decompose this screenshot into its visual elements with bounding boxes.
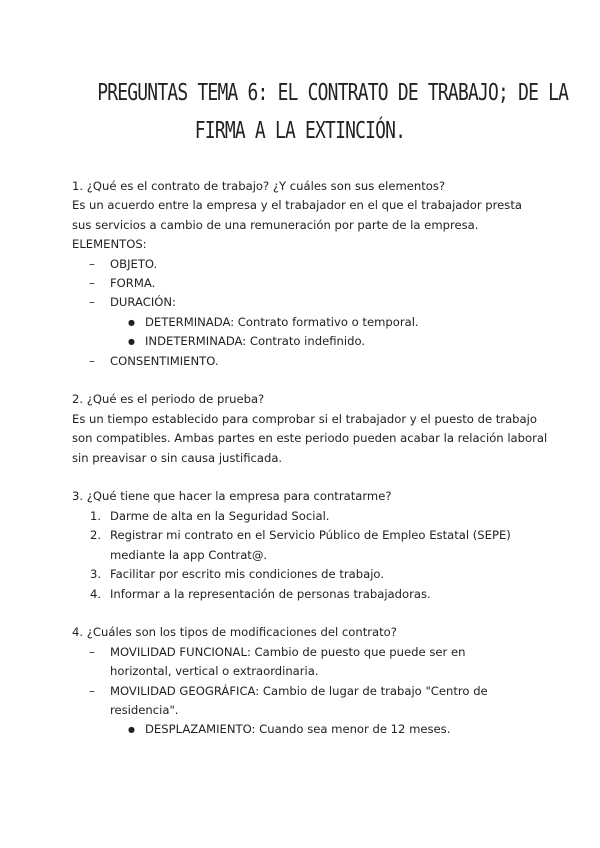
elements-label: ELEMENTOS: xyxy=(72,237,147,252)
answer-2-line-1: Es un tiempo establecido para comprobar si el trabajador y el puesto de trabajo xyxy=(72,411,537,426)
question-2: 2. ¿Qué es el periodo de prueba? xyxy=(72,392,265,407)
list-item: 3. Facilitar por escrito mis condiciones de trabajo. xyxy=(90,567,384,582)
list-item-continuation: residencia". xyxy=(110,702,179,717)
desc-indeterminada: Contrato indefinido. xyxy=(246,334,366,349)
list-item-movilidad-funcional: – MOVILIDAD FUNCIONAL: Cambio de puesto que puede ser en xyxy=(72,643,542,662)
document-body xyxy=(72,177,548,740)
term-indeterminada: INDETERMINADA: xyxy=(145,334,247,349)
term-determinada: DETERMINADA: xyxy=(145,314,235,329)
list-item-continuation: horizontal, vertical o extraordinaria. xyxy=(110,664,319,679)
title-line-1: PREGUNTAS TEMA 6: EL CONTRATO DE TRABAJO; DE LA xyxy=(97,80,569,106)
list-item-forma: – FORMA. xyxy=(72,274,542,293)
list-item-objeto: – OBJETO. xyxy=(72,255,542,274)
question-3: 3. ¿Qué tiene que hacer la empresa para contratarme? xyxy=(72,489,392,504)
list-item: 4. Informar a la representación de personas trabajadoras. xyxy=(90,586,431,601)
answer-2-line-3: sin preavisar o sin causa justificada. xyxy=(72,450,283,465)
list-item-consentimiento: – CONSENTIMIENTO. xyxy=(72,352,542,371)
question-1: 1. ¿Qué es el contrato de trabajo? ¿Y cuáles son sus elementos? xyxy=(72,179,446,193)
answer-1-line-1: Es un acuerdo entre la empresa y el trabajador en el que el trabajador presta xyxy=(72,198,522,213)
desc-determinada: Contrato formativo o temporal. xyxy=(234,314,419,329)
list-item-indeterminada xyxy=(72,332,542,351)
list-item-movilidad-geografica: – MOVILIDAD GEOGRÁFICA: Cambio de lugar de trabajo "Centro de xyxy=(72,682,542,701)
list-item: 2. Registrar mi contrato en el Servicio Público de Empleo Estatal (SEPE) xyxy=(90,528,511,543)
answer-1-line-2: sus servicios a cambio de una remuneración por parte de la empresa. xyxy=(72,217,479,232)
list-item-duracion: – DURACIÓN: xyxy=(72,293,542,312)
list-item: 1. Darme de alta en la Seguridad Social. xyxy=(90,508,330,523)
page-title xyxy=(97,74,569,150)
list-item-continuation: mediante la app Contrat@. xyxy=(110,547,268,562)
list-item-determinada xyxy=(72,313,542,332)
answer-2-line-2: son compatibles. Ambas partes en este periodo pueden acabar la relación laboral xyxy=(72,431,548,446)
list-item-desplazamiento: ● DESPLAZAMIENTO: Cuando sea menor de 12 meses. xyxy=(72,720,542,739)
title-line-2: FIRMA A LA EXTINCIÓN. xyxy=(194,118,406,144)
question-4: 4. ¿Cuáles son los tipos de modificaciones del contrato? xyxy=(72,625,397,640)
